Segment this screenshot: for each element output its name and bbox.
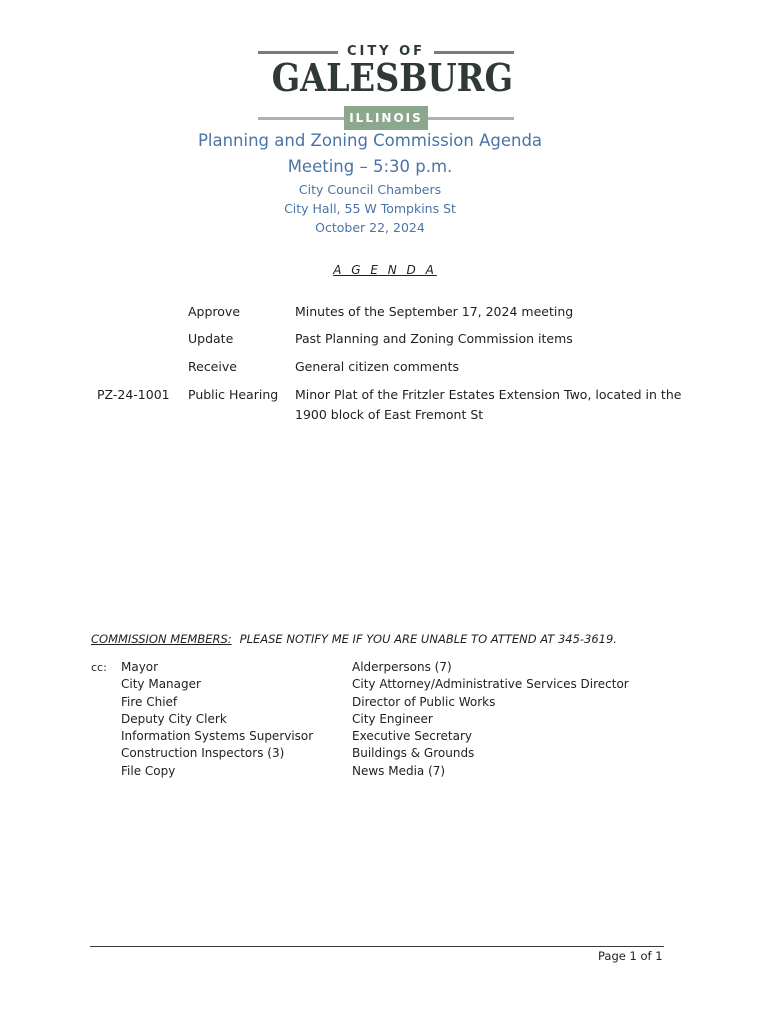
agenda-item-action: Receive [188, 359, 237, 374]
logo-rule-bottom-right [428, 117, 514, 120]
meeting-address: City Hall, 55 W Tompkins St [284, 201, 456, 216]
cc-recipient: Director of Public Works [352, 694, 496, 709]
footer-rule [90, 946, 664, 947]
city-logo [256, 44, 516, 132]
agenda-item-description: General citizen comments [295, 359, 460, 374]
meeting-date: October 22, 2024 [315, 220, 425, 235]
cc-recipient: News Media (7) [352, 763, 446, 778]
agenda-item-action: Update [188, 331, 234, 346]
cc-recipient: File Copy [121, 763, 176, 778]
commission-members-notice [91, 632, 617, 646]
agenda-section-label: A G E N D A [333, 263, 437, 277]
cc-recipient: Buildings & Grounds [352, 746, 475, 761]
cc-recipient: Fire Chief [121, 694, 178, 709]
commission-members-label: COMMISSION MEMBERS: [91, 632, 232, 646]
cc-recipient: Mayor [121, 660, 159, 674]
cc-recipient: Information Systems Supervisor [121, 729, 314, 744]
cc-label: cc: [91, 661, 107, 674]
logo-city-of: CITY OF [346, 44, 426, 59]
logo-state-band: ILLINOIS [344, 106, 428, 130]
logo-rule-left [258, 51, 338, 54]
logo-rule-right [434, 51, 514, 54]
agenda-item-action: Public Hearing [188, 387, 279, 402]
logo-rule-bottom-left [258, 117, 344, 120]
meeting-location: City Council Chambers [298, 182, 442, 197]
agenda-item-description: Minor Plat of the Fritzler Estates Extension Two, located in the 1900 block of East Fremont St [295, 387, 682, 422]
cc-recipient: City Manager [121, 677, 201, 692]
commission-members-note: PLEASE NOTIFY ME IF YOU ARE UNABLE TO ATTEND AT 345-3619. [239, 632, 617, 646]
cc-recipient: Alderpersons (7) [352, 660, 452, 674]
cc-column-right [352, 659, 629, 780]
cc-recipient: Executive Secretary [352, 729, 472, 744]
cc-recipient: Deputy City Clerk [121, 711, 227, 726]
agenda-heading [0, 128, 770, 237]
page-number: Page 1 of 1 [598, 949, 663, 963]
cc-recipient: City Attorney/Administrative Services Director [352, 677, 629, 692]
agenda-item-code: PZ-24-1001 [97, 387, 170, 402]
cc-recipient: City Engineer [352, 711, 433, 726]
logo-bottom-row [256, 106, 516, 130]
agenda-item-action: Approve [188, 304, 241, 319]
cc-recipient: Construction Inspectors (3) [121, 746, 285, 761]
agenda-item-description: Past Planning and Zoning Commission items [295, 331, 573, 346]
cc-column-left [121, 659, 313, 780]
meeting-time: Meeting – 5:30 p.m. [287, 157, 453, 176]
agenda-title: Planning and Zoning Commission Agenda [197, 131, 543, 150]
agenda-item-description: Minutes of the September 17, 2024 meeting [295, 304, 574, 319]
logo-city-name: GALESBURG [271, 55, 514, 100]
